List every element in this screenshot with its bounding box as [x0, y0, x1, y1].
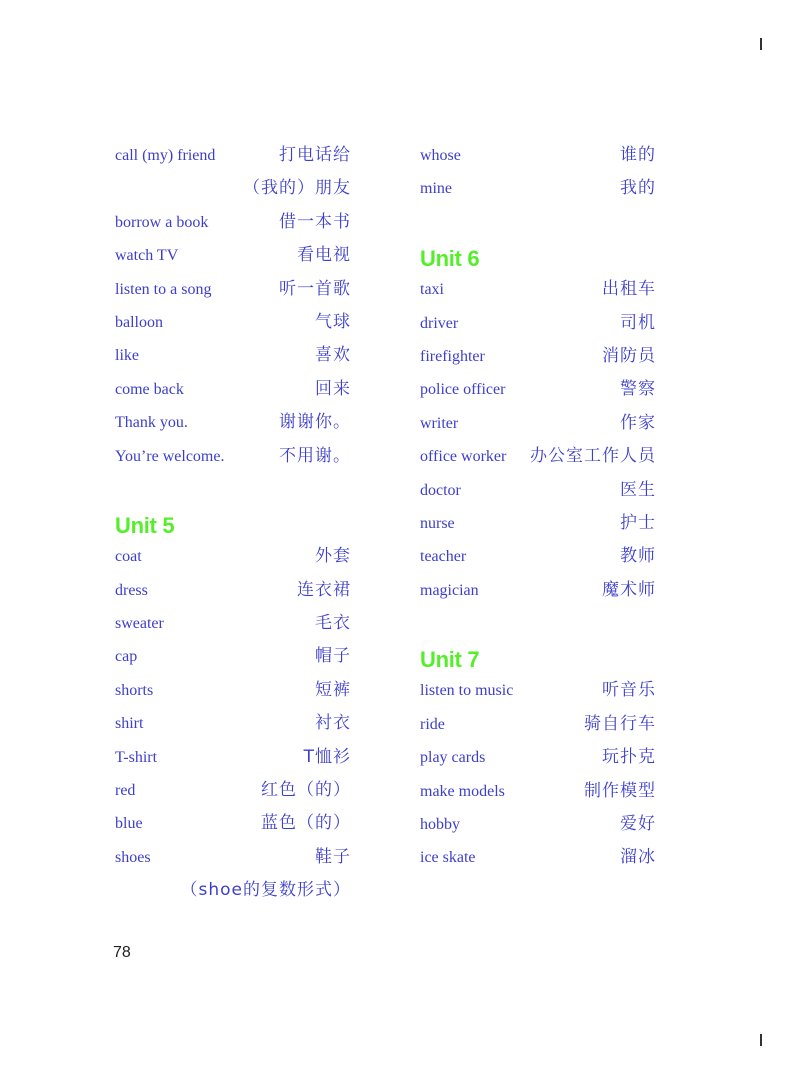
english-word: ice skate: [420, 849, 476, 867]
chinese-meaning: 出租车: [602, 279, 656, 300]
word-row: [115, 777, 351, 810]
unit-heading: Unit 6: [420, 246, 480, 272]
english-word: shoes: [115, 848, 151, 866]
chinese-meaning: 教师: [620, 546, 656, 567]
english-word: balloon: [115, 313, 163, 331]
chinese-meaning: 气球: [315, 311, 351, 332]
english-word: whose: [420, 147, 461, 164]
chinese-meaning: 司机: [620, 312, 656, 333]
word-row: [420, 443, 656, 476]
word-row: [115, 543, 351, 576]
word-row: [420, 577, 656, 610]
chinese-meaning: 消防员: [602, 345, 656, 366]
word-row: [420, 778, 656, 811]
word-row: [420, 811, 656, 844]
word-row: [115, 142, 351, 175]
word-row: [115, 242, 351, 275]
chinese-meaning: 帽子: [315, 646, 351, 667]
word-row-continuation: [115, 175, 351, 208]
word-row: [115, 409, 351, 442]
word-row: [115, 744, 351, 777]
chinese-meaning: 看电视: [297, 245, 351, 266]
english-word: hobby: [420, 816, 460, 834]
chinese-meaning: 毛衣: [315, 613, 351, 634]
section-gap: [420, 610, 656, 643]
word-row: [420, 343, 656, 376]
section-gap: [420, 209, 656, 242]
word-row: [420, 376, 656, 409]
word-row: [420, 142, 656, 175]
chinese-meaning: 玩扑克: [602, 747, 656, 768]
chinese-meaning: 爱好: [620, 814, 656, 835]
english-word: police officer: [420, 381, 506, 399]
chinese-meaning: 护士: [620, 512, 656, 533]
word-row: [420, 276, 656, 309]
english-word: like: [115, 347, 139, 365]
chinese-meaning: T恤衫: [303, 746, 351, 767]
left-column: [115, 142, 351, 911]
word-row: [115, 443, 351, 476]
english-word: doctor: [420, 481, 461, 499]
word-list: [115, 543, 351, 910]
chinese-meaning: （我的）朋友: [243, 178, 351, 199]
english-word: watch TV: [115, 247, 179, 265]
word-list: [115, 142, 351, 476]
word-list: [420, 142, 656, 209]
right-column: [420, 142, 656, 878]
chinese-meaning: 听一首歌: [279, 278, 351, 299]
english-word: borrow a book: [115, 213, 209, 231]
chinese-meaning: 外套: [315, 546, 351, 567]
chinese-meaning: 谢谢你。: [279, 412, 351, 433]
word-row: [420, 543, 656, 576]
word-row: [115, 342, 351, 375]
word-row: [115, 844, 351, 877]
word-row: [420, 310, 656, 343]
section-gap: [115, 476, 351, 509]
english-word: taxi: [420, 281, 444, 299]
word-row: [420, 677, 656, 710]
chinese-meaning: 听音乐: [602, 680, 656, 701]
chinese-meaning: 短裤: [315, 679, 351, 700]
english-word: nurse: [420, 514, 455, 532]
chinese-meaning: 办公室工作人员: [530, 446, 656, 467]
word-row: [420, 175, 656, 208]
english-word: sweater: [115, 615, 164, 633]
english-word: firefighter: [420, 347, 485, 365]
english-word: coat: [115, 548, 142, 566]
word-list: [420, 276, 656, 610]
word-row: [115, 610, 351, 643]
word-row: [115, 710, 351, 743]
word-row: [115, 810, 351, 843]
chinese-meaning: 作家: [620, 412, 656, 433]
word-row: [115, 677, 351, 710]
unit-heading: Unit 5: [115, 513, 175, 539]
word-row: [420, 711, 656, 744]
chinese-meaning: 衬衣: [315, 713, 351, 734]
english-word: shorts: [115, 681, 154, 699]
english-word: office worker: [420, 448, 507, 466]
chinese-meaning: 蓝色（的）: [261, 813, 351, 834]
word-row: [420, 844, 656, 877]
english-word: Thank you.: [115, 414, 188, 432]
chinese-meaning: 连衣裙: [297, 579, 351, 600]
chinese-meaning: 回来: [315, 378, 351, 399]
english-word: cap: [115, 648, 138, 666]
english-word: mine: [420, 180, 452, 198]
chinese-meaning: 谁的: [620, 145, 656, 165]
chinese-meaning: 魔术师: [602, 579, 656, 600]
chinese-meaning: 溜冰: [620, 847, 656, 868]
chinese-meaning: 红色（的）: [261, 780, 351, 801]
word-row: [115, 209, 351, 242]
chinese-meaning: 警察: [620, 379, 656, 400]
english-word: play cards: [420, 749, 486, 767]
english-word: magician: [420, 581, 479, 599]
english-word: ride: [420, 715, 445, 733]
english-word: teacher: [420, 548, 467, 566]
word-row: [115, 643, 351, 676]
english-word: driver: [420, 314, 459, 332]
word-row: [420, 510, 656, 543]
word-row: [420, 477, 656, 510]
word-list: [420, 677, 656, 877]
word-row: [115, 276, 351, 309]
chinese-meaning: 打电话给: [279, 145, 351, 165]
english-word: listen to a song: [115, 280, 212, 298]
unit-heading: Unit 7: [420, 647, 480, 673]
crop-mark-top: [760, 38, 762, 50]
english-word: dress: [115, 581, 148, 599]
chinese-meaning: （shoe的复数形式）: [180, 880, 351, 901]
word-row: [115, 376, 351, 409]
english-word: T-shirt: [115, 748, 158, 766]
crop-mark-bottom: [760, 1034, 762, 1046]
english-word: writer: [420, 414, 459, 432]
word-row: [115, 309, 351, 342]
page-number: 78: [113, 944, 131, 961]
english-word: make models: [420, 782, 505, 800]
chinese-meaning: 骑自行车: [584, 713, 656, 734]
chinese-meaning: 鞋子: [315, 846, 351, 867]
word-row: [420, 410, 656, 443]
word-row-continuation: [115, 877, 351, 910]
chinese-meaning: 制作模型: [584, 780, 656, 801]
english-word: blue: [115, 815, 143, 833]
english-word: listen to music: [420, 682, 514, 700]
chinese-meaning: 借一本书: [279, 211, 351, 232]
chinese-meaning: 喜欢: [315, 345, 351, 366]
chinese-meaning: 不用谢。: [279, 445, 351, 466]
english-word: call (my) friend: [115, 147, 216, 164]
english-word: red: [115, 782, 136, 800]
word-row: [420, 744, 656, 777]
english-word: shirt: [115, 715, 144, 733]
chinese-meaning: 我的: [620, 178, 656, 199]
word-row: [115, 577, 351, 610]
english-word: You’re welcome.: [115, 447, 225, 465]
english-word: come back: [115, 380, 184, 398]
chinese-meaning: 医生: [620, 479, 656, 500]
